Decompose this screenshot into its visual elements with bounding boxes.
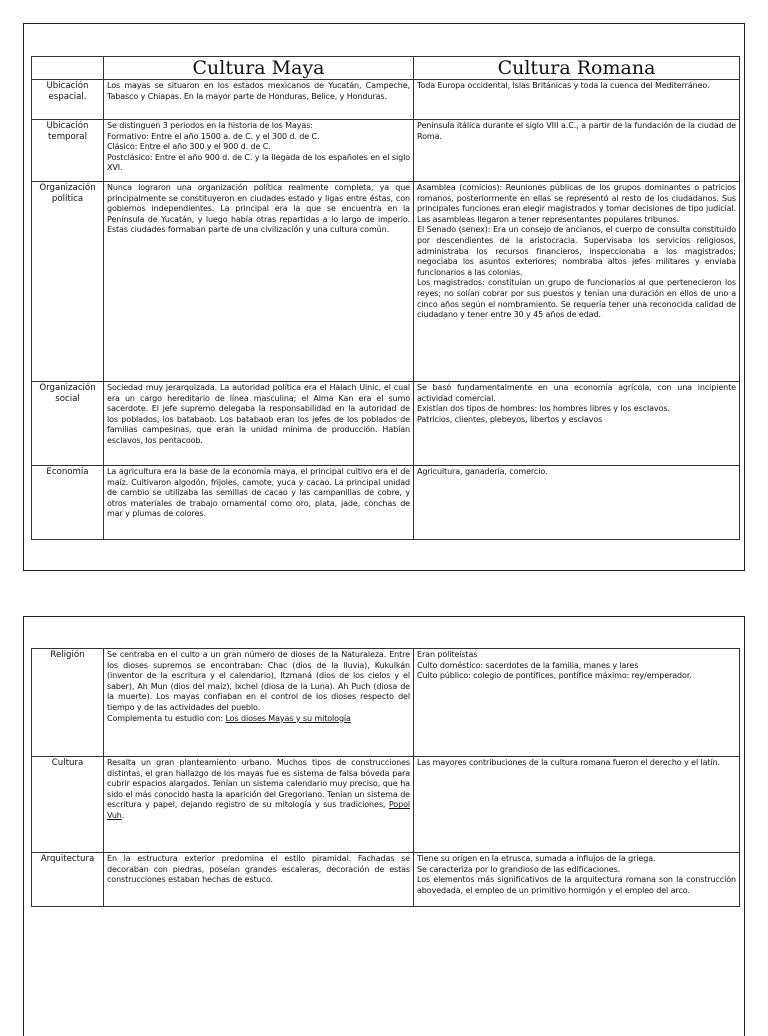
paragraph: Culto público: colegio de pontífices, pontífice máximo: rey/emperador. (417, 671, 692, 681)
paragraph: Patricios, clientes, plebeyos, libertos y esclavos (417, 414, 603, 424)
row-label: Cultura (32, 757, 104, 853)
paragraph: Península itálica durante el siglo VIII a.C., a partir de la fundación de la ciudad de Roma. (417, 121, 736, 141)
paragraph: Culto doméstico: sacerdotes de la familia, manes y lares (417, 660, 639, 670)
row-label: Religión (32, 649, 104, 757)
header-row (32, 57, 740, 80)
header-empty (32, 57, 104, 80)
paragraph: Los magistrados: constituían un grupo de funcionarios al que pertenecieron los reyes; no solían cobrar por sus puestos y tenían una duración en ellos de uno a cinco años según el nombramiento. Se requería tener una reconocida calidad de ciudadano y tener entre 30 y 45 años de edad. (417, 278, 736, 320)
paragraph: En la estructura exterior predomina el estilo piramidal. Fachadas se decoraban con piedras, poseían grandes escaleras, decoración de estas construcciones estaban hechas de estuco. (107, 854, 410, 885)
row-label: Ubicación temporal (32, 120, 104, 182)
maya-cell (104, 80, 414, 120)
paragraph: Clásico: Entre el año 300 y el 900 d. de C. (107, 142, 271, 152)
paragraph: Agricultura, ganadería, comercio. (417, 467, 548, 476)
paragraph: Toda Europa occidental, Islas Británicas y toda la cuenca del Mediterráneo. (417, 81, 710, 90)
paragraph: Los elementos más significativos de la arquitectura romana son la construcción abovedada, el empleo de un primitivo hormigón y el empleo del arco. (417, 875, 736, 895)
row-ubicacion-espacial (32, 80, 740, 120)
paragraph: Los mayas se situaron en los estados mexicanos de Yucatán, Campeche, Tabasco y Chiapas. En la mayor parte de Honduras, Belice, y Honduras. (107, 81, 410, 101)
maya-cell (104, 649, 414, 757)
romana-cell (414, 382, 740, 466)
paragraph: Nunca lograron una organización política realmente completa, ya que principalmente se constituyeron en ciudades estado y ligas entre éstas, con gobiernos independientes. La principal era la que se encuentra en la Península de Yucatán, y luego había otras repartidas a lo largo de imperio. Estas ciudades formaban parte de una civilización y una cultura común. (107, 183, 410, 235)
row-label: Organización política (32, 182, 104, 382)
row-religion (32, 649, 740, 757)
cultura-text: Resalta un gran planteamiento urbano. Muchos tipos de construcciones distintas, el gran hallazgo de los mayas fue es sistema de falsa bóveda para cubrir espacios alargados. Tenían un sistema calendario muy preciso, que ha sido el más conocido hasta la aparición del Gregoriano. Tenían un sistema de escritura y papel, dejando registro de su mitología y sus tradiciones, (107, 758, 410, 810)
romana-cell (414, 649, 740, 757)
row-organizacion-social (32, 382, 740, 466)
paragraph: Sociedad muy jerarquizada. La autoridad política era el Halach Uinic, el cual era un cargo hereditario de línea masculina; el Alma Kan era el sumo sacerdote. El jefe supremo delegaba la responsabilidad en la autoridad de los poblados, los batabaob. Los batabaob eran los jefes de los poblados de familias campesinas, que eran la unidad mínima de producción. Habían esclavos, los pentacoob. (107, 383, 410, 445)
paragraph: Las mayores contribuciones de la cultura romana fueron el derecho y el latín. (417, 758, 721, 767)
page-1 (23, 23, 745, 571)
page-2 (23, 616, 745, 1036)
maya-cell (104, 120, 414, 182)
romana-cell (414, 80, 740, 120)
maya-cell (104, 853, 414, 907)
comparison-table-2 (31, 648, 740, 907)
comparison-table-1 (31, 56, 740, 540)
paragraph: La agricultura era la base de la economía maya, el principal cultivo era el de maíz. Cultivaron algodón, frijoles, camote, yuca y cacao. La principal unidad de cambio se utilizaba las semillas de cacao y las campanillas de cobre, y otros materiales de trabajo ornamental como oro, plata, jade, conchas de mar y plumas de colores. (107, 467, 410, 519)
paragraph: Se centraba en el culto a un gran número de dioses de la Naturaleza. Entre los dioses supremos se encontraban: Chac (dios de la lluvia), Kukulkán (inventor de la escritura y el calendario), Itzmaná (dios de los cielos y el saber), Ah Mun (dios del maíz), Ixchel (diosa de la Luna). Ah Puch (diosa de la muerte). Los mayas confiaban en el control de los dioses respecto del tiempo y de las actividades del pueblo. (107, 650, 410, 712)
header-romana: Cultura Romana (414, 57, 740, 80)
romana-cell (414, 466, 740, 540)
row-ubicacion-temporal (32, 120, 740, 182)
paragraph: Se caracteriza por lo grandioso de las edificaciones. (417, 864, 621, 874)
paragraph: Se basó fundamentalmente en una economía agrícola, con una incipiente actividad comercial. (417, 383, 736, 403)
header-maya: Cultura Maya (104, 57, 414, 80)
paragraph: Eran politeístas (417, 650, 478, 659)
popol-vuh-link[interactable]: Popol Vuh (107, 800, 410, 820)
mitologia-link[interactable]: Los dioses Mayas y su mitología (225, 713, 351, 723)
row-organizacion-politica (32, 182, 740, 382)
romana-cell (414, 120, 740, 182)
row-label: Ubicación espacial. (32, 80, 104, 120)
paragraph: Formativo: Entre el año 1500 a. de C. y el 300 d. de C. (107, 131, 320, 141)
row-label: Economía (32, 466, 104, 540)
paragraph (107, 714, 410, 725)
paragraph: Asamblea (comicios): Reuniones públicas de los grupos dominantes o patricios romanos, posteriormente en ellas se representó al resto de los ciudadanos. Sus principales funciones eran elegir magistrados y tomar decisiones de tipo judicial. Las asambleas llegaron a tener representantes populares tribunos. (417, 183, 736, 224)
row-cultura (32, 757, 740, 853)
romana-cell (414, 757, 740, 853)
paragraph: Tiene su origen en la etrusca, sumada a influjos de la griega. (417, 854, 656, 863)
maya-cell (104, 382, 414, 466)
maya-cell (104, 466, 414, 540)
maya-cell (104, 182, 414, 382)
paragraph: Existían dos tipos de hombres: los hombres libres y los esclavos. (417, 404, 670, 414)
paragraph (107, 758, 410, 822)
romana-cell (414, 853, 740, 907)
row-label: Organización social (32, 382, 104, 466)
link-prefix: Complementa tu estudio con: (107, 713, 226, 723)
cultura-suffix: . (121, 810, 125, 820)
paragraph: Se distinguen 3 periodos en la historia de los Mayas: (107, 121, 313, 130)
row-label: Arquitectura (32, 853, 104, 907)
row-arquitectura (32, 853, 740, 907)
row-economia (32, 466, 740, 540)
romana-cell (414, 182, 740, 382)
maya-cell (104, 757, 414, 853)
paragraph: Postclásico: Entre el año 900 d. de C. y la llegada de los españoles en el siglo XVI. (107, 152, 410, 173)
paragraph: El Senado (senex): Era un consejo de ancianos, el cuerpo de consulta constituido por descendientes de la aristocracia. Supervisaba los servicios religiosos, administraba los recursos financieros, inspeccionaba a los magistrados; negociaba los asuntos exteriores; nombraba altos jefes militares y enviaba funcionarios a las colonias. (417, 225, 736, 277)
